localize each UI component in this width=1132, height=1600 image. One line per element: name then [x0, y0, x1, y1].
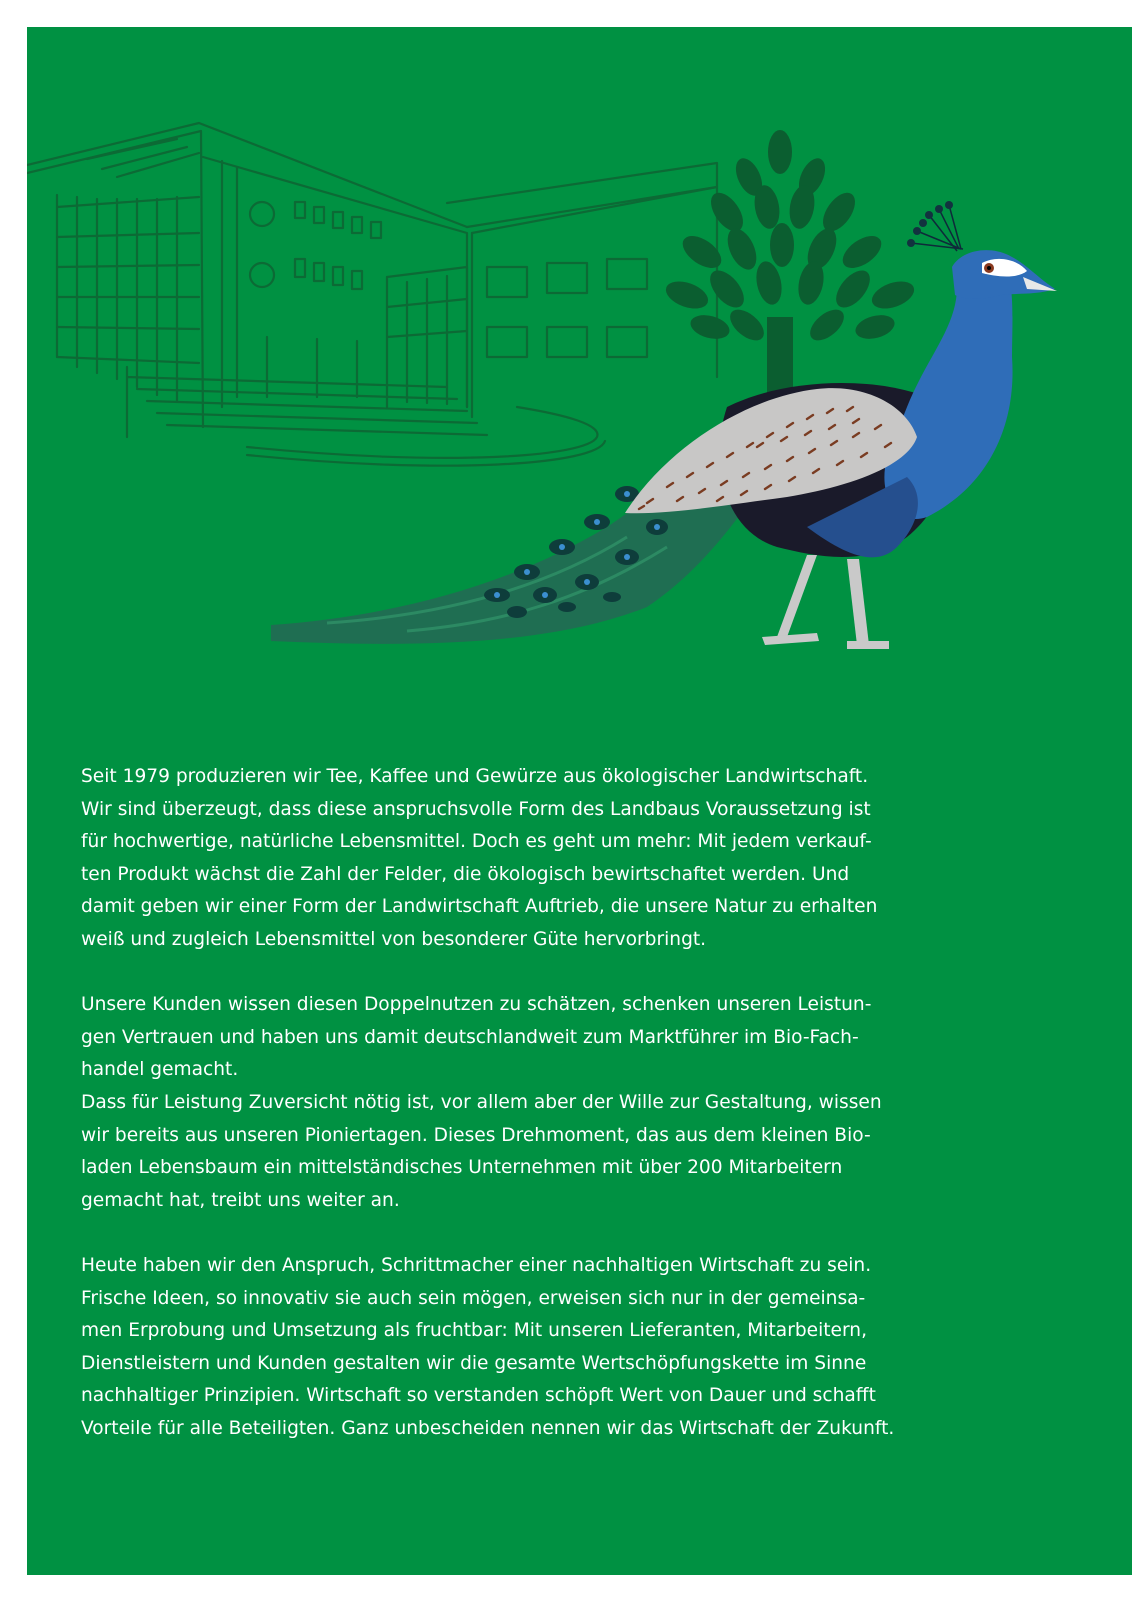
- text-line: ten Produkt wächst die Zahl der Felder, die ökologisch bewirtschaftet werden. Und: [81, 863, 850, 885]
- paragraph-2: [81, 989, 981, 1217]
- text-line: weiß und zugleich Lebensmittel von besonderer Güte hervorbringt.: [81, 928, 707, 950]
- peacock-icon: [271, 201, 1057, 649]
- text-line: laden Lebensbaum ein mittelständisches Unternehmen mit über 200 Mitarbeitern: [81, 1157, 843, 1179]
- text-line: Dass für Leistung Zuversicht nötig ist, vor allem aber der Wille zur Gestaltung, wissen: [81, 1091, 882, 1113]
- text-line: für hochwertige, natürliche Lebensmittel. Doch es geht um mehr: Mit jedem verkauf-: [81, 831, 872, 853]
- text-line: Unsere Kunden wissen diesen Doppelnutzen zu schätzen, schenken unseren Leistun-: [81, 994, 872, 1016]
- page-background: [27, 27, 1132, 1575]
- tree-icon: [662, 130, 918, 407]
- text-line: Dienstleistern und Kunden gestalten wir die gesamte Wertschöpfungskette im Sinne: [81, 1352, 867, 1374]
- text-line: Vorteile für alle Beteiligten. Ganz unbescheiden nennen wir das Wirtschaft der Zukunft.: [81, 1417, 895, 1439]
- body-text: [81, 761, 981, 1445]
- paragraph-1: [81, 761, 981, 957]
- text-line: Heute haben wir den Anspruch, Schrittmacher einer nachhaltigen Wirtschaft zu sein.: [81, 1254, 872, 1276]
- text-line: wir bereits aus unseren Pioniertagen. Dieses Drehmoment, das aus dem kleinen Bio-: [81, 1124, 871, 1146]
- text-line: nachhaltiger Prinzipien. Wirtschaft so verstanden schöpft Wert von Dauer und schafft: [81, 1385, 876, 1407]
- text-line: gemacht hat, treibt uns weiter an.: [81, 1189, 400, 1211]
- text-line: Wir sind überzeugt, dass diese anspruchsvolle Form des Landbaus Voraussetzung ist: [81, 798, 871, 820]
- building-outline-icon: [27, 123, 717, 466]
- text-line: men Erprobung und Umsetzung als fruchtbar: Mit unseren Lieferanten, Mitarbeitern,: [81, 1320, 867, 1342]
- header-illustration: [27, 27, 1132, 717]
- text-line: Frische Ideen, so innovativ sie auch sein mögen, erweisen sich nur in der gemeinsa-: [81, 1287, 866, 1309]
- text-line: handel gemacht.: [81, 1059, 239, 1081]
- paragraph-3: [81, 1250, 981, 1446]
- text-line: damit geben wir einer Form der Landwirtschaft Auftrieb, die unsere Natur zu erhalten: [81, 896, 878, 918]
- text-line: gen Vertrauen und haben uns damit deutschlandweit zum Marktführer im Bio-Fach-: [81, 1026, 859, 1048]
- text-line: Seit 1979 produzieren wir Tee, Kaffee und Gewürze aus ökologischer Landwirtschaft.: [81, 766, 869, 787]
